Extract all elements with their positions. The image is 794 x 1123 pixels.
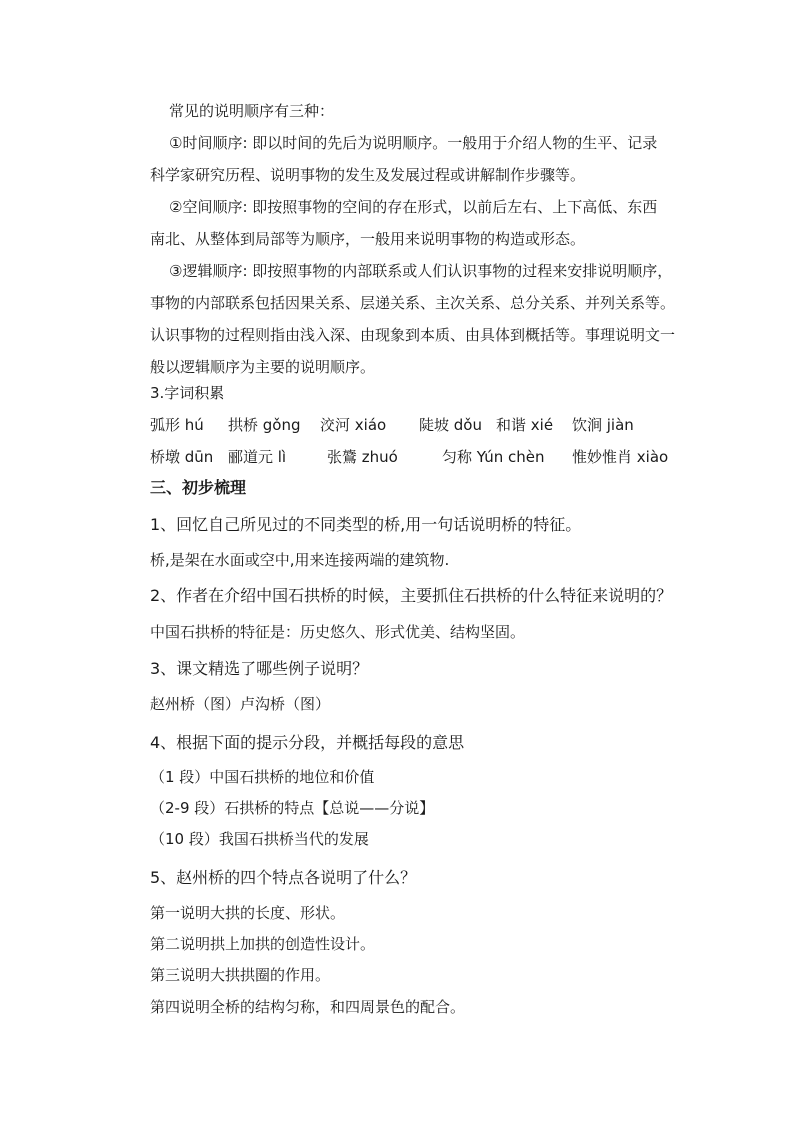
question-1: 1、回忆自己所见过的不同类型的桥,用一句话说明桥的特征。 xyxy=(150,515,582,534)
vocab-item: 匀称 Yún chèn xyxy=(442,448,545,466)
intro-title: 常见的说明顺序有三种： xyxy=(169,102,335,120)
question-2: 2、作者在介绍中国石拱桥的时候，主要抓住石拱桥的什么特征来说明的？ xyxy=(150,586,673,605)
answer-4-item: （2-9 段）石拱桥的特点【总说——分说】 xyxy=(150,799,435,817)
answer-5-item: 第四说明全桥的结构匀称，和四周景色的配合。 xyxy=(150,998,466,1016)
answer-4-item: （10 段）我国石拱桥当代的发展 xyxy=(150,830,369,848)
time-order-line-2: 科学家研究历程、说明事物的发生及发展过程或讲解制作步骤等。 xyxy=(150,166,586,184)
vocab-item: 桥墩 dūn xyxy=(150,448,214,466)
answer-5-item: 第一说明大拱的长度、形状。 xyxy=(150,904,346,922)
answer-4-item: （1 段）中国石拱桥的地位和价值 xyxy=(150,768,375,786)
section-heading: 三、初步梳理 xyxy=(150,478,247,497)
vocab-item: 张鷟 zhuó xyxy=(327,448,398,466)
answer-2: 中国石拱桥的特征是：历史悠久、形式优美、结构坚固。 xyxy=(150,623,526,641)
vocab-item: 饮涧 jiàn xyxy=(572,416,634,434)
logic-order-line-4: 般以逻辑顺序为主要的说明顺序。 xyxy=(150,358,376,376)
time-order-line-1: ①时间顺序: 即以时间的先后为说明顺序。一般用于介绍人物的生平、记录 xyxy=(169,134,658,152)
space-order-line-1: ②空间顺序: 即按照事物的空间的存在形式，以前后左右、上下高低、东西 xyxy=(169,198,658,216)
question-3: 3、课文精选了哪些例子说明？ xyxy=(150,659,369,678)
vocab-item: 弧形 hú xyxy=(150,416,204,434)
vocab-item: 惟妙惟肖 xiào xyxy=(572,448,669,466)
vocab-title: 3.字词积累 xyxy=(150,384,225,402)
answer-3: 赵州桥（图）卢沟桥（图） xyxy=(150,695,331,713)
question-5: 5、赵州桥的四个特点各说明了什么？ xyxy=(150,868,417,887)
vocab-item: 拱桥 gǒng xyxy=(228,416,301,434)
answer-1: 桥,是架在水面或空中,用来连接两端的建筑物. xyxy=(150,551,450,569)
question-4: 4、根据下面的提示分段，并概括每段的意思 xyxy=(150,733,465,752)
answer-5-item: 第二说明拱上加拱的创造性设计。 xyxy=(150,935,376,953)
logic-order-line-1: ③逻辑顺序: 即按照事物的内部联系或人们认识事物的过程来安排说明顺序， xyxy=(169,262,673,280)
vocab-item: 洨河 xiáo xyxy=(320,416,387,434)
vocab-item: 和谐 xié xyxy=(496,416,554,434)
vocab-item: 陡坡 dǒu xyxy=(419,416,482,434)
logic-order-line-3: 认识事物的过程则指由浅入深、由现象到本质、由具体到概括等。事理说明文一 xyxy=(150,326,676,344)
logic-order-line-2: 事物的内部联系包括因果关系、层递关系、主次关系、总分关系、并列关系等。 xyxy=(150,294,676,312)
space-order-line-2: 南北、从整体到局部等为顺序，一般用来说明事物的构造或形态。 xyxy=(150,230,586,248)
vocab-item: 郦道元 lì xyxy=(228,448,287,466)
answer-5-item: 第三说明大拱拱圈的作用。 xyxy=(150,966,331,984)
